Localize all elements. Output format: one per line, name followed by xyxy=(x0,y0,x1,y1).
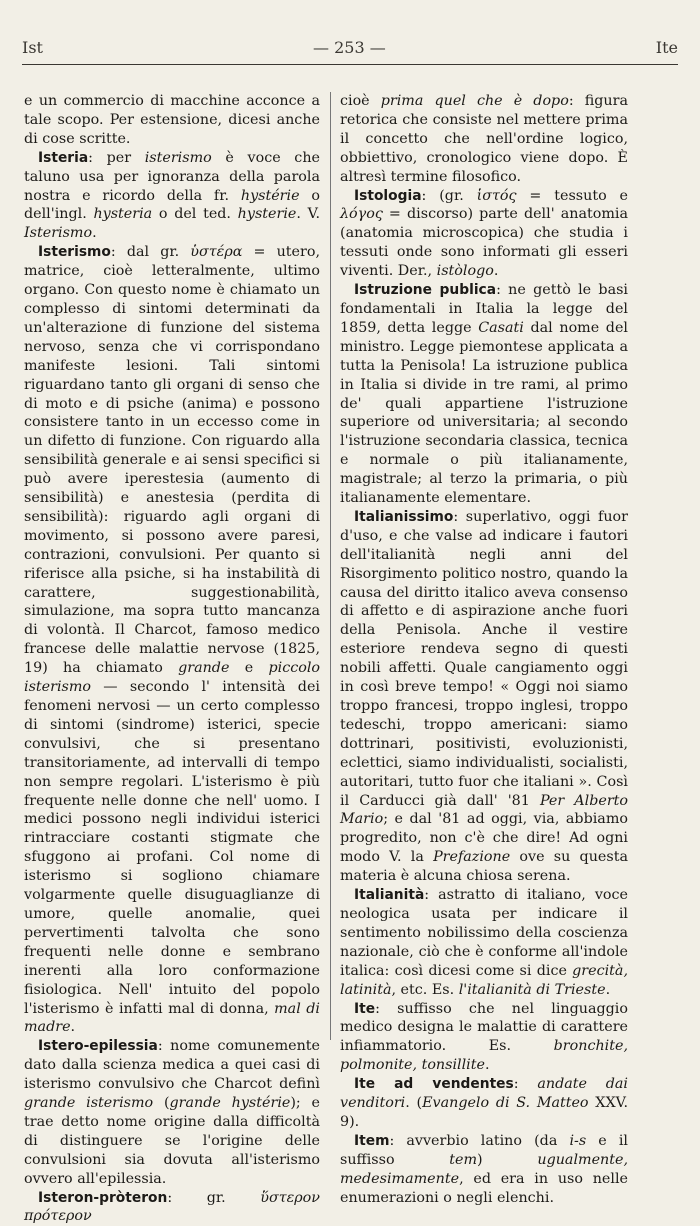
body-text: . V. xyxy=(296,206,320,223)
entry-headword: Ite xyxy=(354,1000,376,1017)
body-text: : astratto di italiano, voce neologica usata per indicare il sentimento nobilissimo della coscienza nazionale, ciò che è conforme all'indole italica: così dicesi come si dice xyxy=(340,887,628,979)
dictionary-entry xyxy=(340,187,628,282)
entry-headword: Istruzione publica xyxy=(354,282,497,299)
body-text: : per xyxy=(88,149,145,166)
page-number: — 253 — xyxy=(313,37,386,57)
italic-text: ὕστερον πρότερον xyxy=(24,1189,320,1225)
entry-headword: Italianissimo xyxy=(354,508,454,525)
body-text: è voce che taluno usa per ignoranza della parola nostra e ricordo della fr. xyxy=(24,149,320,204)
body-text: : figura retorica che consiste nel mettere prima il concetto che nell'ordine logico, obbiettivo, cronologico viene dopo. È altresì termine filosofico. xyxy=(340,93,628,185)
body-text: . xyxy=(493,263,499,280)
italic-text: bronchite, polmonite, tonsillite xyxy=(340,1038,628,1074)
body-text: e il suffisso xyxy=(340,1132,628,1168)
body-text: = utero, matrice, cioè letteralmente, ultimo organo. Con questo nome è chiamato un complesso di sintomi determinati da un'alterazione di funzione del sistema nervoso, senza che vi corrispondano manifeste lesioni. Tali sintomi riguardano tanto gli organi di senso che di moto e di psiche (anima) e possono consistere tanto in un eccesso come in un difetto di funzione. Con riguardo alla sensibilità generale e ai sensi specifici si può avere iperestesia (aumento di sensibilità) e anestesia (perdita di sensibilità): riguardo agli organi di movimento, si possono avere paresi, contrazioni, convulsioni. Per quanto si riferisce alla psiche, si ha instabilità di carattere, suggestionabilità, simulazione, ma sopra tutto mancanza di volontà. Il Charcot, famoso medico francese delle malattie nervose (1825, 19) ha chiamato xyxy=(24,244,320,677)
italic-text: Evangelo di S. Matteo xyxy=(422,1095,589,1112)
body-text: : (gr. xyxy=(421,187,477,204)
italic-text: λόγος xyxy=(340,206,383,223)
dictionary-entry xyxy=(340,1000,628,1076)
body-text: : avverbio latino (da xyxy=(389,1132,570,1149)
italic-text: tem xyxy=(449,1151,478,1168)
body-text: ( xyxy=(153,1095,170,1112)
continued-text xyxy=(340,92,628,187)
italic-text: isterismo xyxy=(144,149,212,166)
entry-headword: Ite ad vendentes xyxy=(354,1076,514,1093)
italic-text: grande hystérie xyxy=(169,1095,291,1112)
running-header xyxy=(22,34,678,60)
dictionary-entry xyxy=(24,243,320,1037)
body-text: . ( xyxy=(405,1095,423,1112)
entry-headword: Istero-epilessia xyxy=(38,1038,158,1055)
body-text: : suffisso che nel linguaggio medico designa le malattie di carattere infiammatorio. Es. xyxy=(340,1000,628,1055)
body-text: = tessuto e xyxy=(516,187,629,204)
italic-text: prima quel che è dopo xyxy=(380,93,569,109)
dictionary-entry xyxy=(340,281,628,508)
italic-text: hysterie xyxy=(237,206,297,223)
dictionary-entry xyxy=(24,1189,320,1226)
body-text: ) xyxy=(477,1151,538,1168)
italic-text: i-s xyxy=(569,1132,587,1149)
header-rule xyxy=(22,64,678,65)
body-text: dal nome del ministro. Legge piemontese applicata a tutta la Penisola! La istruzione publica in Italia si divide in tre rami, al primo de' quali appartiene l'istruzione superiore od universitaria; al secondo l'istruzione secondaria classica, tecnica e normale o più italianamente, magistrale; al terzo la primaria, o più italianamente elementare. xyxy=(340,319,628,507)
body-text: XXV. 9). xyxy=(340,1095,628,1130)
body-text: : superlativo, oggi fuor d'uso, e che valse ad indicare i fautori dell'italianità negli anni del Risorgimento politico nostro, quando la causa del diritto italico aveva consenso di affetto e di aspirazione anche fuori della Penisola. Anche il vestire esteriore rendeva segno di questi nobili affetti. Quale cangiamento oggi in così breve tempo! « Oggi noi siamo troppo francesi, troppo inglesi, troppo tedeschi, troppo americani: siamo dottrinari, positivisti, evoluzionisti, eclettici, siamo individualisti, socialisti, autoritari, tutto fuor che italiani ». Così il Carducci già dall' '81 xyxy=(340,508,628,809)
dictionary-entry xyxy=(24,149,320,244)
italic-text: ὑστέρα xyxy=(190,244,243,261)
body-text: — secondo l' intensità dei fenomeni nervosi — un certo complesso di sintomi (sindrome) isterici, specie convulsivi, che si presentano transitoriamente, ad intervalli di tempo non sempre regolari. L'isterismo è più frequente nelle donne che nell' uomo. I medici possono negli individui isterici rintracciare costanti stigmate che sfuggono ai profani. Col nome di isterismo si sogliono chiamare volgarmente quelle disuguaglianze di umore, quelle anomalie, quei pervertimenti talvolta che sono frequenti nelle donne e sembrano inerenti alla loro conformazione fisiologica. Nell' intuito del popolo l'isterismo è infatti mal di donna, xyxy=(24,679,320,1017)
body-text: , ed era in uso nelle enumerazioni o negli elenchi. xyxy=(340,1170,628,1206)
italic-text: grecità, latinità xyxy=(340,962,628,998)
entry-headword: Isteron-pròteron xyxy=(38,1189,168,1206)
dictionary-entry xyxy=(340,1132,628,1208)
italic-text: l'italianità di Trieste xyxy=(458,981,606,998)
italic-text: hystérie xyxy=(240,187,300,204)
body-text: e xyxy=(229,660,269,677)
body-text: . xyxy=(605,981,611,998)
body-text: , etc. Es. xyxy=(391,981,459,998)
italic-text: hysteria xyxy=(93,206,153,223)
dictionary-entry xyxy=(340,1075,628,1132)
body-text: : nome comunemente dato dalla scienza medica a quei casi di isterismo convulsivo che Charcot definì xyxy=(24,1038,320,1093)
entry-headword: Item xyxy=(354,1132,390,1149)
body-text: e un commercio di macchine acconce a tale scopo. Per estensione, dicesi anche di cose scritte. xyxy=(24,93,320,147)
entry-headword: Istologia xyxy=(354,187,422,204)
italic-text: grande xyxy=(178,660,230,677)
italic-text: Isterismo xyxy=(24,225,93,242)
italic-text: piccolo isterismo xyxy=(24,660,320,696)
body-text: = discorso) parte dell' anatomia (anatomia microscopica) che studia i tessuti onde sono informati gli esseri viventi. Der., xyxy=(340,206,628,280)
body-text: ; e dal '81 ad oggi, via, abbiamo progredito, non c'è che dire! Ad ogni modo V. la xyxy=(340,811,628,866)
dictionary-entry xyxy=(340,886,628,999)
italic-text: andate dai venditori xyxy=(340,1076,628,1112)
entry-headword: Isteria xyxy=(38,149,89,166)
column-divider xyxy=(330,92,331,1040)
entry-headword: Italianità xyxy=(354,887,425,904)
italic-text: mal di madre xyxy=(24,1000,320,1036)
italic-text: Prefazione xyxy=(433,849,511,866)
body-text: : dal gr. xyxy=(110,244,191,261)
continued-text xyxy=(24,92,320,149)
italic-text: Per Alberto Mario xyxy=(340,792,629,828)
body-text: : xyxy=(513,1076,538,1093)
body-text: : gr. xyxy=(167,1189,261,1206)
body-text: ); e trae detto nome origine dalla difficoltà di distinguere se l'origine delle convulsioni sia dovuta all'isterismo ovvero all'epilessia. xyxy=(24,1095,321,1187)
body-text: o del ted. xyxy=(152,206,238,223)
body-text: . xyxy=(70,1019,76,1036)
header-left-guideword: Ist xyxy=(22,37,43,57)
dictionary-entry xyxy=(340,508,628,886)
body-text: cioè xyxy=(340,93,381,109)
body-text: : ne gettò le basi fondamentali in Italia la legge del 1859, detta legge xyxy=(340,282,629,336)
italic-text: Casati xyxy=(478,319,524,336)
right-column xyxy=(340,92,628,1207)
italic-text: istòlogo xyxy=(436,263,494,280)
dictionary-entry xyxy=(24,1037,320,1188)
entry-headword: Isterismo xyxy=(38,244,111,261)
body-text: o dell'ingl. xyxy=(24,187,320,223)
italic-text: grande isterismo xyxy=(24,1095,154,1112)
body-text: ove su questa materia è alcuna chiosa serena. xyxy=(340,849,628,885)
body-text: . xyxy=(484,1057,490,1074)
body-text: . xyxy=(92,225,97,242)
italic-text: ugualmente, medesimamente xyxy=(340,1151,628,1187)
italic-text: ἱστός xyxy=(476,187,517,204)
left-column xyxy=(24,92,320,1226)
header-right-guideword: Ite xyxy=(655,37,678,57)
